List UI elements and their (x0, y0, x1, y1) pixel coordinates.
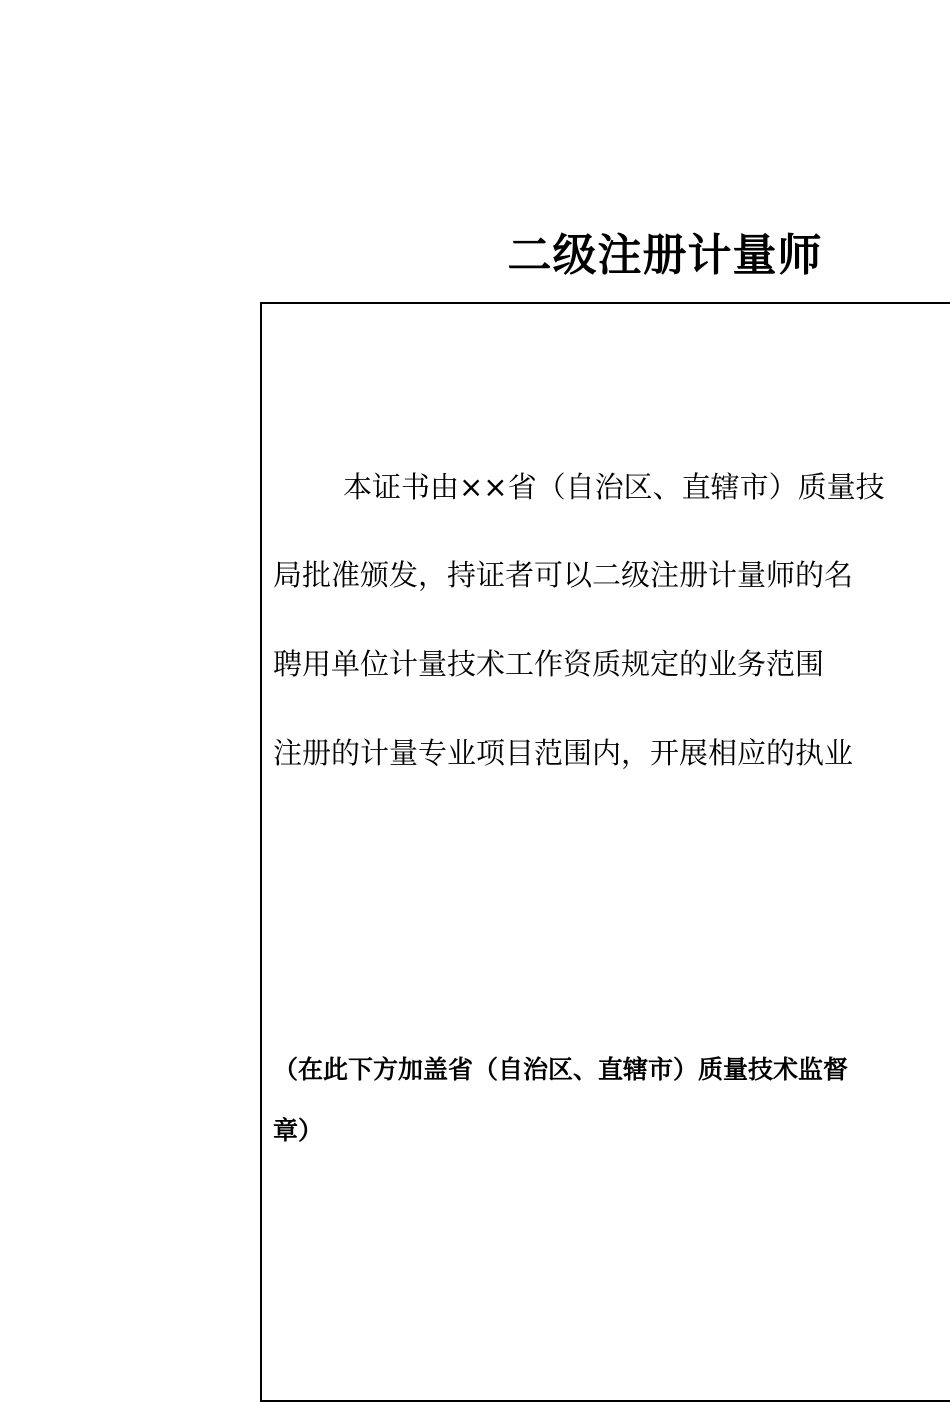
certificate-title: 二级注册计量师 (507, 230, 823, 281)
body-line-4: 注册的计量专业项目范围内，开展相应的执业 (273, 736, 854, 770)
stamp-note-line-1: （在此下方加盖省（自治区、直辖市）质量技术监督 (273, 1055, 849, 1084)
body-line-1: 本证书由××省（自治区、直辖市）质量技 (343, 470, 885, 504)
body-line-3: 聘用单位计量技术工作资质规定的业务范围 (273, 647, 825, 681)
body-line-2: 局批准颁发，持证者可以二级注册计量师的名 (273, 558, 854, 592)
stamp-note-line-2: 章） (273, 1116, 324, 1145)
